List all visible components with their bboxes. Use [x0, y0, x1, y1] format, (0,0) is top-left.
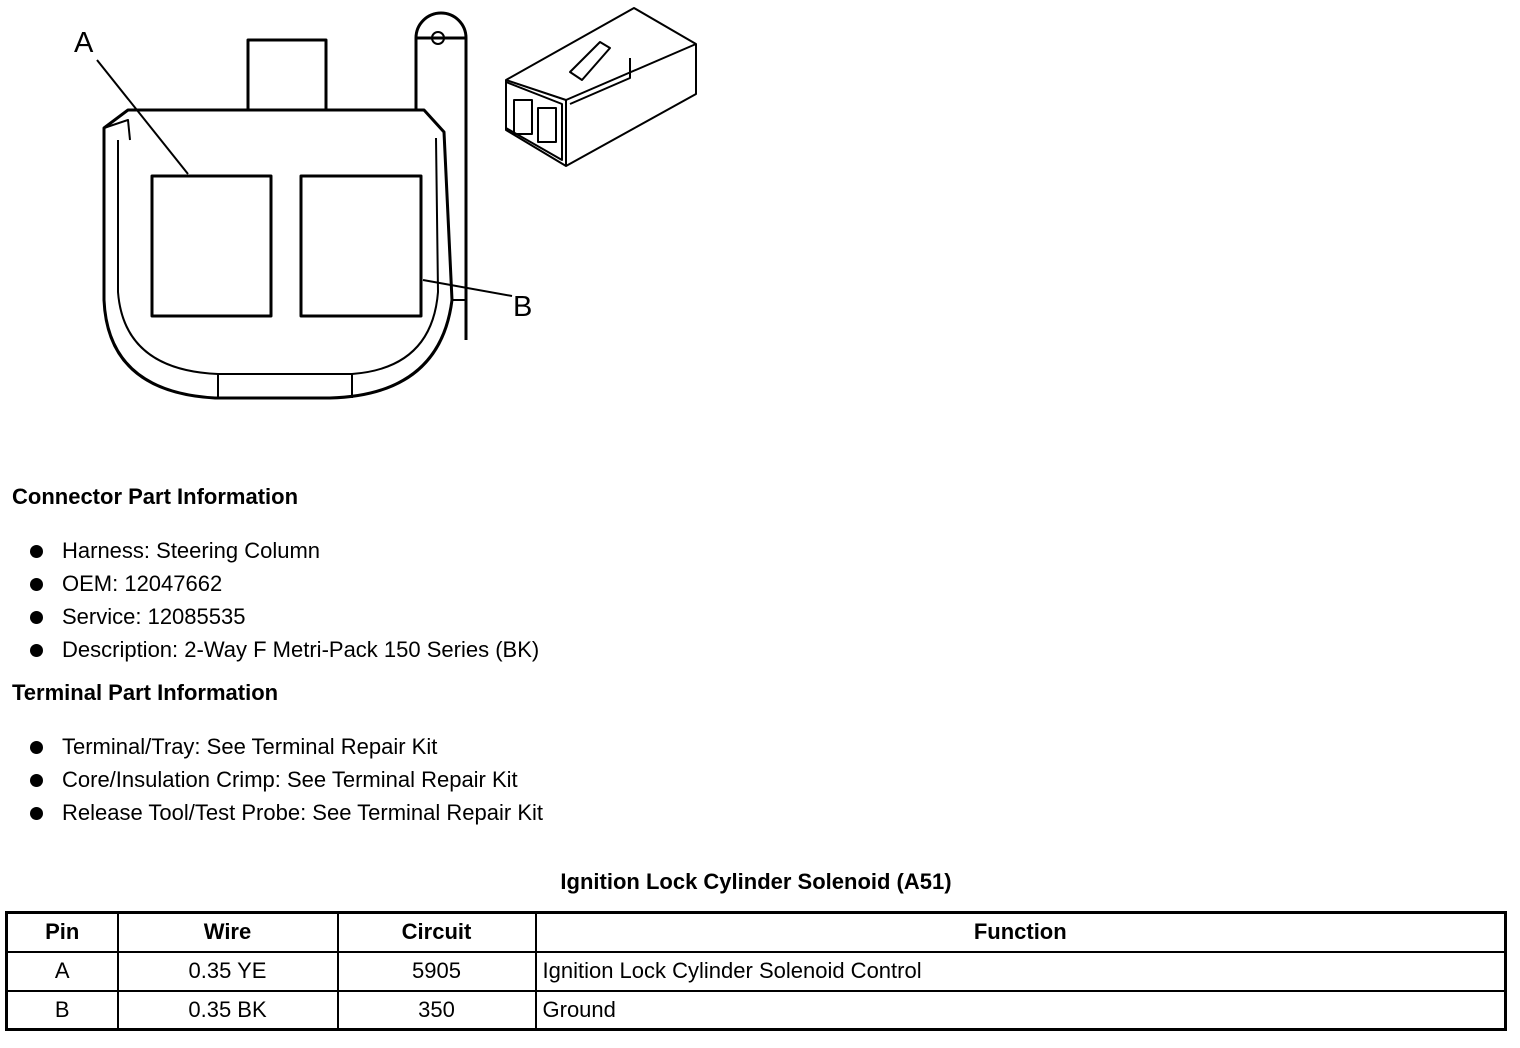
pin-table — [5, 911, 1507, 1031]
connector-part-info-list — [28, 536, 539, 668]
connector-part-info-heading: Connector Part Information — [12, 484, 299, 509]
table-row — [7, 952, 1506, 991]
column-header-pin: Pin — [7, 913, 118, 952]
table-header-row — [7, 913, 1506, 952]
list-item: Release Tool/Test Probe: See Terminal Repair Kit — [28, 798, 543, 831]
list-item: OEM: 12047662 — [28, 569, 539, 602]
pin-cell: A — [7, 952, 118, 991]
terminal-part-info-list — [28, 732, 543, 831]
pin-table-title: Ignition Lock Cylinder Solenoid (A51) — [560, 869, 952, 894]
circuit-cell: 350 — [338, 991, 536, 1030]
list-item: Description: 2-Way F Metri-Pack 150 Series (BK) — [28, 635, 539, 668]
list-item: Harness: Steering Column — [28, 536, 539, 569]
wire-cell: 0.35 YE — [118, 952, 338, 991]
table-row — [7, 991, 1506, 1030]
callout-label-a: A — [74, 27, 94, 59]
circuit-cell: 5905 — [338, 952, 536, 991]
callout-label-b: B — [513, 291, 533, 323]
pin-cell: B — [7, 991, 118, 1030]
list-item: Core/Insulation Crimp: See Terminal Repair Kit — [28, 765, 543, 798]
connector-isometric-view — [506, 8, 696, 166]
function-cell: Ignition Lock Cylinder Solenoid Control — [536, 952, 1506, 991]
connector-diagram — [0, 0, 720, 410]
terminal-part-info-heading: Terminal Part Information — [12, 680, 279, 705]
list-item: Terminal/Tray: See Terminal Repair Kit — [28, 732, 543, 765]
function-cell: Ground — [536, 991, 1506, 1030]
connector-face-view — [97, 13, 512, 398]
column-header-function: Function — [536, 913, 1506, 952]
wire-cell: 0.35 BK — [118, 991, 338, 1030]
column-header-wire: Wire — [118, 913, 338, 952]
column-header-circuit: Circuit — [338, 913, 536, 952]
list-item: Service: 12085535 — [28, 602, 539, 635]
